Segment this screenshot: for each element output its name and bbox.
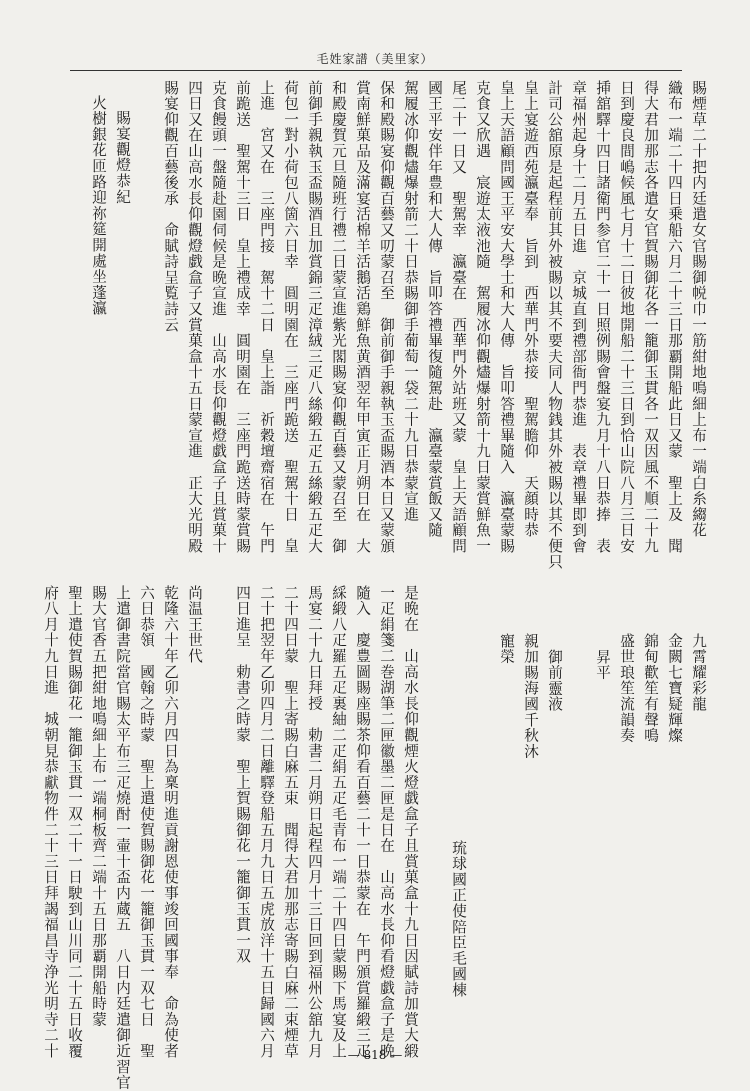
text-column: 府八月十九日進 城朝見恭獻物件二十三日拜謁福昌寺浄光明寺二十 (42, 585, 59, 1059)
text-column: 火樹銀花匝路迎祢筵開處坐蓬瀛 (90, 95, 107, 317)
text-column: 章福州起身十二月五日進 京城直到禮部衙門恭進 表章禮畢即到會 (570, 80, 587, 554)
text-column: 盛世琅笙流韻奏 (618, 633, 635, 744)
text-column: 計司公舘原是起程前其外被賜以其不要夫同人物銭其外被賜以其不便只 (546, 80, 563, 570)
text-column: 四日又在山高水長仰觀燈戯盒子又賞菓盒十五日蒙宣進 正大光明殿 (186, 80, 203, 554)
text-column: 二十把翌年乙卯四月二日離驛登船五月九日五虎放洋十五日歸國六月 (258, 585, 275, 1059)
upper-text-block (86, 80, 710, 570)
text-column: 寵榮 (498, 633, 515, 665)
text-column (422, 585, 446, 1015)
text-column: 四日進呈 勅書之時蒙 聖上賀賜御花一籠御玉貫一双 (234, 585, 251, 965)
text-column: 尾二十一日又 聖駕幸 瀛臺在 西華門外站班又蒙 皇上天語顧問 (450, 80, 467, 554)
text-column: 六日恭領 國翰之時蒙 聖上遣使賀賜御花一籠御玉貫一双七日 聖 (138, 585, 155, 1059)
text-column: 國王平安伴年豊和大人傳 旨叩答禮畢復隨駕赴 瀛臺蒙賞飯又隨 (426, 80, 443, 539)
text-column: 御前靈液 (546, 649, 563, 713)
text-column: 駕履冰仰觀燼爆射箭二十日恭賜御手葡萄一袋二十九日恭蒙宣進 (402, 80, 419, 523)
text-column: 皇上宴遊西苑瀛臺奉 旨到 西華門外恭接 聖駕瞻仰 天顔時恭 (522, 80, 539, 539)
text-column: 二十四日蒙 聖上寄賜白麻五束 聞得大君加那志寄賜白麻二束煙草 (282, 585, 299, 1059)
text-column: 是晩在 山高水長仰觀煙火燈戯盒子且賞菓盒十九日因賦詩加賞大緞 (402, 585, 419, 1059)
text-column: 綵緞八疋羅五疋裏紬二疋絹五疋毛青布一端二十四日蒙賜下馬宴及上 (330, 585, 347, 1059)
text-column: 克食饅頭一盤隨赴園伺候是晩宣進 山高水長仰觀燈戯盒子且賞菓十 (210, 80, 227, 554)
text-column: 金闕七寶疑輝燦 (666, 633, 683, 744)
text-column: 賜煙草二十把内廷遣女官賜御帨巾一筋紺地鳴細上布一端白糸縐花 (690, 80, 707, 539)
text-column: 尚温王世代 (186, 585, 203, 664)
text-column: 乾隆六十年乙卯六月四日為稟明進貢謝恩使事竣回國事奉 命為使者 (162, 585, 179, 1059)
text-column: 賞南鮮菓品及滿宴活棉羊活鵝活鶏鮮魚黄酒翌年甲寅正月朔日在 大 (354, 80, 371, 554)
text-column: 聖上遣使賀賜御花一籠御玉貫一双二十一日駛到山川同二十五日收覆 (66, 585, 83, 1059)
text-column (470, 585, 494, 1015)
text-column: 皇上天語顧問國王平安大學士和大人傳 旨叩答禮畢隨入 瀛臺蒙賜 (498, 80, 515, 554)
text-column: 克食又欣遇 宸遊太液池隨 駕履冰仰觀燼爆射箭十九日蒙賞鮮魚一 (474, 80, 491, 554)
text-column: 上進 宮又在 三座門接 駕十二日 皇上詣 祈穀壇齋宿在 午門 (258, 80, 275, 554)
text-column: 一疋絹箋二巻湖筆二匣徽墨二匣是日在 山高水長仰看燈戯盒子是晩 (378, 585, 395, 1059)
text-column: 馬宴二十九日拜授 勅書二月朔日起程四月十三日回到福州公舘九月 (306, 585, 323, 1059)
header-rule (70, 70, 682, 71)
text-column (206, 585, 230, 1015)
text-column (134, 80, 158, 560)
text-column: 日到慶良間嶋候風七月十二日彼地開船二十三日到恰山院八月三日安 (618, 80, 635, 554)
text-column: 琉球國正使陪臣毛國棟 (450, 840, 467, 998)
text-column: 前跪送 聖駕十三日 皇上禮成幸 圓明園在 三座門跪送時蒙賞賜 (234, 80, 251, 554)
text-column: 荷包一對小荷包八箇六日幸 圓明園在 三座門跪送 聖駕十日 皇 (282, 80, 299, 554)
text-column: 保和殿賜宴仰觀百藝又叨蒙召至 御前御手親執玉盃賜酒本日又蒙頒 (378, 80, 395, 554)
text-column: 前御手親執玉盃賜酒且加賞錦三疋漳絨三疋八絲緞五疋五絲緞五疋大 (306, 80, 323, 554)
text-column: 隨入 慶豊圖賜座賜茶仰看百藝二十一日恭蒙在 午門頒賞羅緞三疋 (354, 585, 371, 1059)
text-column: 親加賜海國千秋沐 (522, 633, 539, 760)
text-column: 賜大官香五把紺地鳴細上布一端桐板齊二端十五日那覇開船時蒙 (90, 585, 107, 1028)
text-column: 錦甸歡笙有聲鳴 (642, 633, 659, 744)
text-column: 上遣御書院當官賜太平布三疋燒酎一壷十盃内蔵五 八日内廷遣御近習官 (114, 585, 131, 1091)
text-column: 織布一端二十四日乗船六月二十三日那覇開船此日又蒙 聖上及 聞 (666, 80, 683, 554)
text-column: 賜宴觀燈恭紀 (114, 110, 131, 205)
text-column: 得大君加那志各遣女官賀賜御花各一籠御玉貫各一双因風不順二十九 (642, 80, 659, 554)
running-header: 毛姓家譜（美里家） (316, 52, 434, 66)
text-column: 賜宴仰觀百藝後承 命賦詩呈覧詩云 (162, 80, 179, 333)
text-column (566, 585, 590, 1015)
text-column: 挿舘驛十四日諸衛門参官二十一日照例賜會盤宴九月十八日恭捧 表 (594, 80, 611, 554)
text-column: 九霄耀彩龍 (690, 633, 707, 712)
text-column: 昇平 (594, 649, 611, 681)
text-column: 和殿慶賀元旦隨班行禮二日蒙宣進紫光閣賜宴仰觀百藝又蒙召至 御 (330, 80, 347, 554)
page-number: — 818 — (347, 1048, 403, 1062)
